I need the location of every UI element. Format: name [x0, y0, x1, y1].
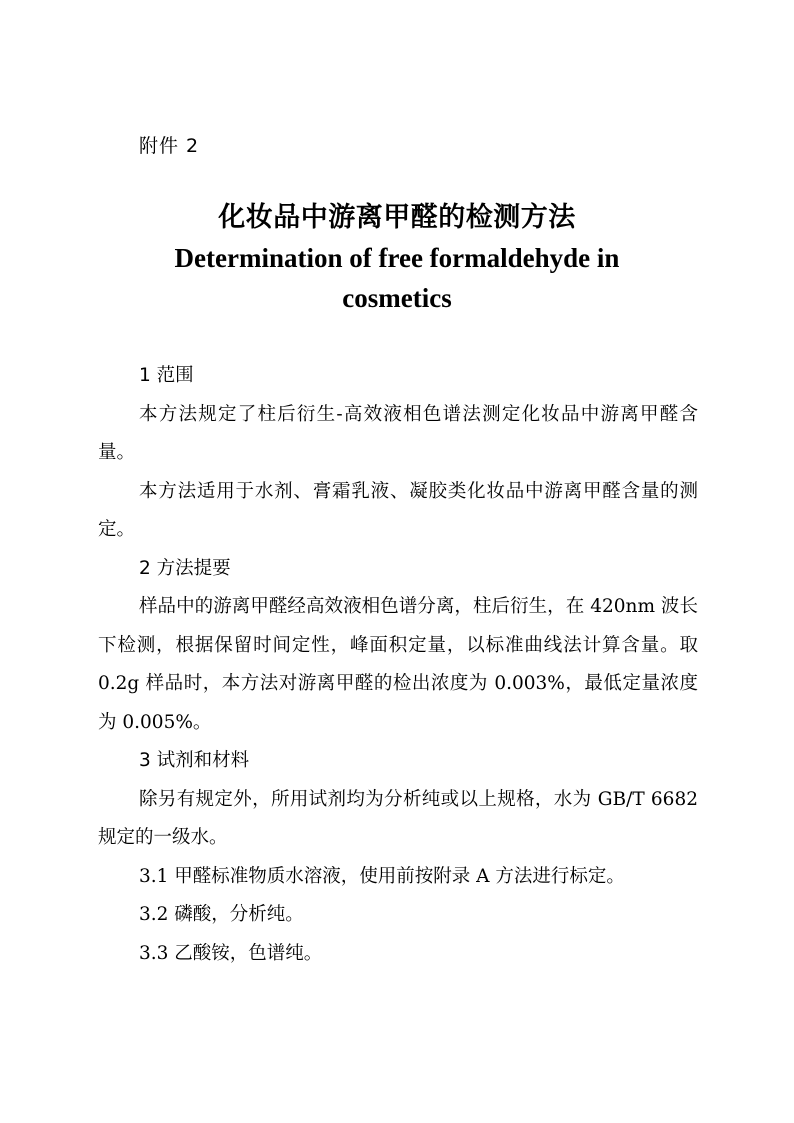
section-3-1-item: 3.1 甲醛标准物质水溶液，使用前按附录 A 方法进行标定。 — [139, 865, 625, 887]
section-3-heading: 3 试剂和材料 — [139, 750, 250, 771]
section-1-paragraph-2: 本方法适用于水剂、膏霜乳液、凝胶类化妆品中游离甲醛含量的测定。 — [98, 480, 698, 540]
section-2-paragraph-1: 样品中的游离甲醛经高效液相色谱分离，柱后衍生，在 420nm 波长下检测，根据保留时间定性，峰面积定量，以标准曲线法计算含量。取 0.2g 样品时，本方法对游离甲醛的检出浓度为 0.003%，最低定量浓度为 0.005%。 — [98, 596, 698, 733]
section-2-heading: 2 方法提要 — [139, 557, 231, 579]
section-1-heading: 1 范围 — [139, 365, 194, 386]
section-1-paragraph-1: 本方法规定了柱后衍生-高效液相色谱法测定化妆品中游离甲醛含量。 — [98, 403, 698, 463]
title-english: Determination of free formaldehyde in cosmetics — [174, 243, 620, 313]
document-body — [98, 357, 698, 973]
section-3-paragraph-1: 除另有规定外，所用试剂均为分析纯或以上规格，水为 GB/T 6682 规定的一级水。 — [98, 788, 698, 848]
section-3-3-item: 3.3 乙酸铵，色谱纯。 — [139, 942, 323, 964]
section-3-2-item: 3.2 磷酸，分析纯。 — [139, 904, 304, 925]
annex-label: 附件 2 — [139, 135, 200, 157]
title-chinese: 化妆品中游离甲醛的检测方法 — [218, 202, 576, 233]
